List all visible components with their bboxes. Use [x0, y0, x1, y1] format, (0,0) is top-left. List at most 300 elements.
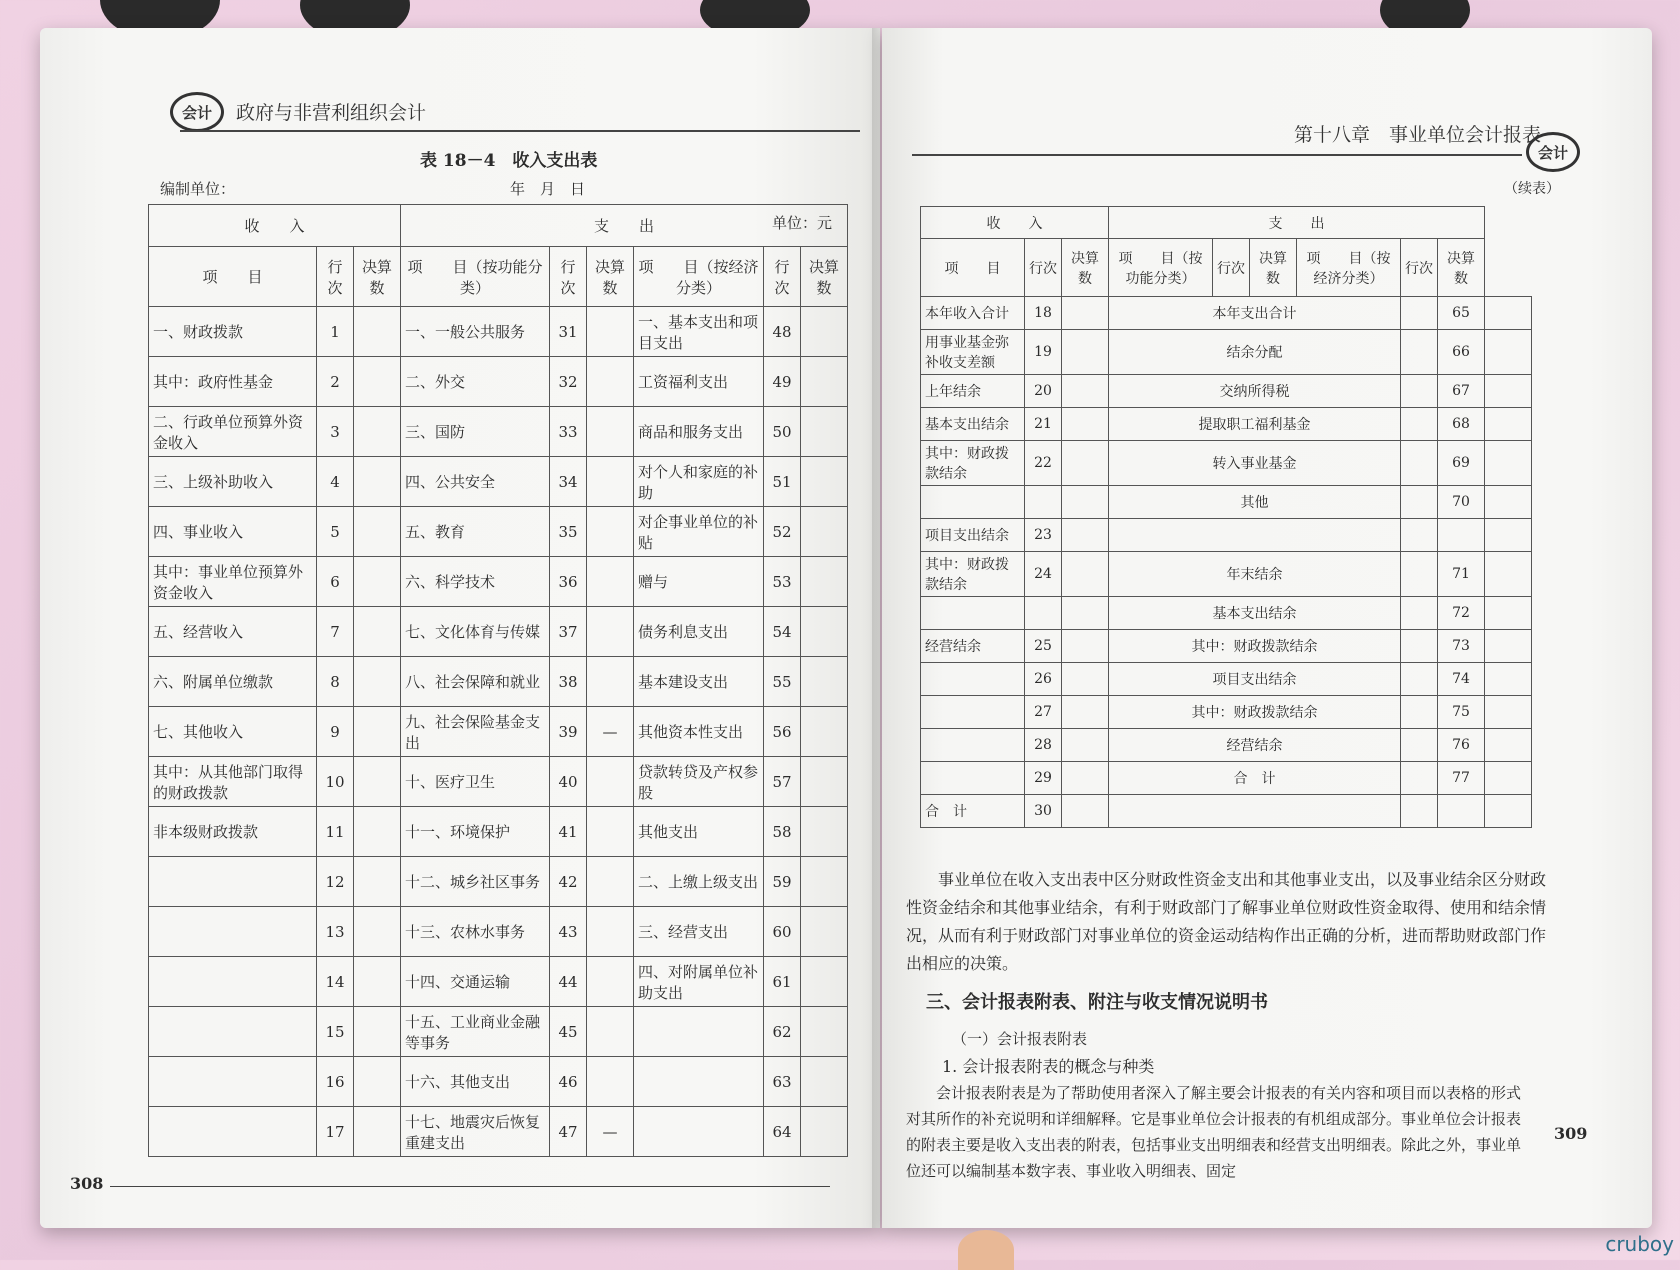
- economic-item: 二、上缴上级支出: [633, 857, 763, 907]
- income-final: [1062, 762, 1109, 795]
- income-expense-table: [148, 204, 848, 1157]
- economic-final: [801, 407, 848, 457]
- income-line: 22: [1025, 441, 1062, 486]
- income-line: 26: [1025, 663, 1062, 696]
- income-line: 17: [316, 1107, 353, 1157]
- col-line: 行次: [1025, 239, 1062, 297]
- expense-final: [1485, 663, 1532, 696]
- income-item: 基本支出结余: [921, 408, 1025, 441]
- income-expense-table-continued: [920, 206, 1532, 828]
- function-final: [586, 607, 633, 657]
- function-final: [586, 407, 633, 457]
- table-title: 表 18－4 收入支出表: [420, 151, 598, 171]
- economic-item: 基本建设支出: [633, 657, 763, 707]
- income-item: 其中：从其他部门取得的财政拨款: [149, 757, 317, 807]
- function-item: 三、国防: [400, 407, 549, 457]
- expense-final: [1485, 408, 1532, 441]
- function-line: 36: [549, 557, 586, 607]
- income-final: [1062, 552, 1109, 597]
- income-item: [921, 729, 1025, 762]
- income-final: [353, 457, 400, 507]
- income-item: 六、附属单位缴款: [149, 657, 317, 707]
- function-final: [586, 557, 633, 607]
- income-item: 一、财政拨款: [149, 307, 317, 357]
- expense-spacer: [1401, 552, 1438, 597]
- income-final: [353, 707, 400, 757]
- income-line: 20: [1025, 375, 1062, 408]
- income-line: 28: [1025, 729, 1062, 762]
- income-item: 非本级财政拨款: [149, 807, 317, 857]
- economic-item: 三、经营支出: [633, 907, 763, 957]
- table-row: [149, 807, 848, 857]
- expense-item: [1109, 519, 1401, 552]
- economic-final: [801, 457, 848, 507]
- table-row: [921, 330, 1532, 375]
- economic-item: 商品和服务支出: [633, 407, 763, 457]
- income-line: 8: [316, 657, 353, 707]
- expense-spacer: [1401, 795, 1438, 828]
- expense-final: [1485, 729, 1532, 762]
- economic-item: 其他支出: [633, 807, 763, 857]
- income-item: 用事业基金弥补收支差额: [921, 330, 1025, 375]
- economic-line: 64: [764, 1107, 801, 1157]
- body-paragraph: 事业单位在收入支出表中区分财政性资金支出和其他事业支出，以及事业结余区分财政性资金结余和其他事业结余，有利于财政部门了解事业单位财政性资金取得、使用和结余情况，从而有利于财政部门对事业单位的资金运动结构作出正确的分析，进而帮助财政部门作出相应的决策。: [906, 870, 1547, 973]
- economic-final: [801, 907, 848, 957]
- col-final: 决算数: [1250, 239, 1297, 297]
- col-item-econ: 项 目（按经济分类）: [1297, 239, 1401, 297]
- expense-spacer: [1401, 486, 1438, 519]
- function-line: 38: [549, 657, 586, 707]
- income-item: [149, 957, 317, 1007]
- income-final: [1062, 597, 1109, 630]
- income-final: [353, 557, 400, 607]
- economic-line: 63: [764, 1057, 801, 1107]
- economic-item: 四、对附属单位补助支出: [633, 957, 763, 1007]
- income-line: 24: [1025, 552, 1062, 597]
- economic-line: 55: [764, 657, 801, 707]
- date-label: 年 月 日: [510, 180, 586, 198]
- section-heading: 三、会计报表附表、附注与收支情况说明书: [926, 992, 1268, 1013]
- function-final: [586, 857, 633, 907]
- right-running-header: 第十八章 事业单位会计报表: [1294, 125, 1542, 146]
- table-row: [149, 507, 848, 557]
- function-line: 47: [549, 1107, 586, 1157]
- income-line: 18: [1025, 297, 1062, 330]
- income-item: 七、其他收入: [149, 707, 317, 757]
- income-item: [149, 1057, 317, 1107]
- expense-header: 支 出: [1109, 207, 1485, 239]
- col-final: 决算数: [801, 247, 848, 307]
- economic-line: 59: [764, 857, 801, 907]
- income-line: 15: [316, 1007, 353, 1057]
- economic-line: 56: [764, 707, 801, 757]
- function-item: 十二、城乡社区事务: [400, 857, 549, 907]
- expense-final: [1485, 762, 1532, 795]
- economic-final: [801, 1057, 848, 1107]
- expense-item: 提取职工福利基金: [1109, 408, 1401, 441]
- expense-item: 其中：财政拨款结余: [1109, 630, 1401, 663]
- income-item: [921, 486, 1025, 519]
- expense-line: 70: [1438, 486, 1485, 519]
- expense-item: 项目支出结余: [1109, 663, 1401, 696]
- expense-final: [1485, 297, 1532, 330]
- table-row: [921, 552, 1532, 597]
- income-final: [353, 957, 400, 1007]
- income-item: 其中：事业单位预算外资金收入: [149, 557, 317, 607]
- function-line: 31: [549, 307, 586, 357]
- expense-line: 69: [1438, 441, 1485, 486]
- economic-final: [801, 807, 848, 857]
- expense-item: 合 计: [1109, 762, 1401, 795]
- function-item: 十三、农林水事务: [400, 907, 549, 957]
- expense-item: 其中：财政拨款结余: [1109, 696, 1401, 729]
- economic-line: 49: [764, 357, 801, 407]
- income-line: 16: [316, 1057, 353, 1107]
- expense-line: 66: [1438, 330, 1485, 375]
- body-paragraph: 会计报表附表是为了帮助使用者深入了解主要会计报表的有关内容和项目而以表格的形式对其所作的补充说明和详细解释。它是事业单位会计报表的有机组成部分。事业单位会计报表的附表主要是收入支出表的附表，包括事业支出明细表和经营支出明细表。除此之外，事业单位还可以编制基本数字表、事业收入明细表、固定: [906, 1084, 1522, 1180]
- function-item: 十五、工业商业金融等事务: [400, 1007, 549, 1057]
- expense-spacer: [1401, 330, 1438, 375]
- function-final: [586, 657, 633, 707]
- function-item: 一、一般公共服务: [400, 307, 549, 357]
- table-row: [921, 795, 1532, 828]
- income-line: 23: [1025, 519, 1062, 552]
- table-row: [149, 707, 848, 757]
- income-line: 19: [1025, 330, 1062, 375]
- function-item: 十四、交通运输: [400, 957, 549, 1007]
- economic-item: 对个人和家庭的补助: [633, 457, 763, 507]
- income-header: 收 入: [921, 207, 1109, 239]
- expense-line: [1438, 519, 1485, 552]
- function-final: —: [586, 707, 633, 757]
- table-row: [921, 630, 1532, 663]
- expense-line: 68: [1438, 408, 1485, 441]
- income-line: 11: [316, 807, 353, 857]
- col-item: 项 目: [921, 239, 1025, 297]
- income-line: 4: [316, 457, 353, 507]
- economic-final: [801, 1107, 848, 1157]
- income-final: [1062, 729, 1109, 762]
- col-line: 行次: [1213, 239, 1250, 297]
- table-row: [149, 1007, 848, 1057]
- income-item: 经营结余: [921, 630, 1025, 663]
- function-item: 十六、其他支出: [400, 1057, 549, 1107]
- expense-item: 交纳所得税: [1109, 375, 1401, 408]
- subsection-heading: （一）会计报表附表: [952, 1030, 1088, 1048]
- economic-final: [801, 1007, 848, 1057]
- expense-line: 74: [1438, 663, 1485, 696]
- function-item: 十、医疗卫生: [400, 757, 549, 807]
- table-row: [921, 519, 1532, 552]
- function-item: 二、外交: [400, 357, 549, 407]
- function-line: 41: [549, 807, 586, 857]
- expense-item: [1109, 795, 1401, 828]
- expense-spacer: [1401, 375, 1438, 408]
- income-line: 30: [1025, 795, 1062, 828]
- expense-line: [1438, 795, 1485, 828]
- table-row: [921, 663, 1532, 696]
- income-final: [353, 307, 400, 357]
- economic-item: 债务利息支出: [633, 607, 763, 657]
- income-header: 收 入: [149, 205, 401, 247]
- economic-line: 54: [764, 607, 801, 657]
- col-line: 行次: [549, 247, 586, 307]
- expense-item: 本年支出合计: [1109, 297, 1401, 330]
- income-line: 27: [1025, 696, 1062, 729]
- income-item: [921, 597, 1025, 630]
- income-line: [1025, 486, 1062, 519]
- left-footer-rule: [110, 1186, 830, 1187]
- income-final: [353, 907, 400, 957]
- function-final: [586, 457, 633, 507]
- expense-item: 转入事业基金: [1109, 441, 1401, 486]
- expense-final: [1485, 795, 1532, 828]
- right-page: [882, 28, 1652, 1228]
- expense-line: 75: [1438, 696, 1485, 729]
- income-final: [353, 507, 400, 557]
- function-line: 40: [549, 757, 586, 807]
- function-item: 九、社会保险基金支出: [400, 707, 549, 757]
- expense-final: [1485, 441, 1532, 486]
- income-final: [353, 857, 400, 907]
- col-line: 行次: [764, 247, 801, 307]
- function-line: 39: [549, 707, 586, 757]
- expense-item: 年末结余: [1109, 552, 1401, 597]
- continued-label: （续表）: [1504, 181, 1560, 197]
- income-final: [1062, 630, 1109, 663]
- table-row: [149, 657, 848, 707]
- function-final: [586, 307, 633, 357]
- income-item: [149, 1007, 317, 1057]
- expense-final: [1485, 486, 1532, 519]
- expense-spacer: [1401, 519, 1438, 552]
- expense-line: 67: [1438, 375, 1485, 408]
- table-row: [149, 307, 848, 357]
- expense-spacer: [1401, 729, 1438, 762]
- economic-final: [801, 957, 848, 1007]
- expense-line: 73: [1438, 630, 1485, 663]
- function-final: [586, 907, 633, 957]
- economic-item: 其他资本性支出: [633, 707, 763, 757]
- income-item: 其中：财政拨款结余: [921, 441, 1025, 486]
- function-final: [586, 1057, 633, 1107]
- page-number-left: 308: [70, 1174, 104, 1193]
- col-final: 决算数: [586, 247, 633, 307]
- col-item-func: 项 目（按功能分类）: [1109, 239, 1213, 297]
- economic-item: 对企事业单位的补贴: [633, 507, 763, 557]
- expense-line: 71: [1438, 552, 1485, 597]
- table-row: [921, 297, 1532, 330]
- function-item: 八、社会保障和就业: [400, 657, 549, 707]
- expense-line: 77: [1438, 762, 1485, 795]
- table-row: [149, 757, 848, 807]
- expense-item: 经营结余: [1109, 729, 1401, 762]
- expense-spacer: [1401, 630, 1438, 663]
- economic-item: 一、基本支出和项目支出: [633, 307, 763, 357]
- income-line: 5: [316, 507, 353, 557]
- income-line: 9: [316, 707, 353, 757]
- expense-final: [1485, 375, 1532, 408]
- expense-spacer: [1401, 441, 1438, 486]
- function-line: 42: [549, 857, 586, 907]
- left-header-rule: [180, 130, 860, 132]
- income-line: 6: [316, 557, 353, 607]
- income-final: [353, 657, 400, 707]
- income-item: 其中：财政拨款结余: [921, 552, 1025, 597]
- col-item-func: 项 目（按功能分类）: [400, 247, 549, 307]
- expense-spacer: [1401, 696, 1438, 729]
- income-final: [1062, 486, 1109, 519]
- income-item: 四、事业收入: [149, 507, 317, 557]
- function-final: [586, 507, 633, 557]
- economic-line: 57: [764, 757, 801, 807]
- economic-final: [801, 507, 848, 557]
- function-line: 34: [549, 457, 586, 507]
- income-item: [921, 762, 1025, 795]
- table-row: [921, 375, 1532, 408]
- income-line: 2: [316, 357, 353, 407]
- function-line: 44: [549, 957, 586, 1007]
- expense-final: [1485, 696, 1532, 729]
- income-final: [353, 757, 400, 807]
- income-final: [1062, 408, 1109, 441]
- expense-final: [1485, 630, 1532, 663]
- table-row: [149, 557, 848, 607]
- economic-line: 52: [764, 507, 801, 557]
- income-item: 本年收入合计: [921, 297, 1025, 330]
- income-line: [1025, 597, 1062, 630]
- function-line: 37: [549, 607, 586, 657]
- function-item: 五、教育: [400, 507, 549, 557]
- table-row: [921, 729, 1532, 762]
- economic-final: [801, 607, 848, 657]
- income-final: [353, 407, 400, 457]
- economic-item: 工资福利支出: [633, 357, 763, 407]
- table-row: [149, 1107, 848, 1157]
- expense-spacer: [1401, 762, 1438, 795]
- expense-final: [1485, 597, 1532, 630]
- economic-final: [801, 307, 848, 357]
- income-final: [353, 1007, 400, 1057]
- page-number-right: 309: [1554, 1124, 1588, 1143]
- left-running-header: 政府与非营利组织会计: [236, 103, 427, 124]
- income-final: [1062, 519, 1109, 552]
- function-final: [586, 957, 633, 1007]
- col-line: 行次: [316, 247, 353, 307]
- economic-item: [633, 1007, 763, 1057]
- function-line: 35: [549, 507, 586, 557]
- function-final: [586, 807, 633, 857]
- col-item: 项 目: [149, 247, 317, 307]
- table-row: [921, 486, 1532, 519]
- income-item: 其中：政府性基金: [149, 357, 317, 407]
- income-final: [353, 357, 400, 407]
- expense-spacer: [1401, 408, 1438, 441]
- economic-line: 61: [764, 957, 801, 1007]
- function-final: [586, 757, 633, 807]
- economic-line: 48: [764, 307, 801, 357]
- item-heading: 1. 会计报表附表的概念与种类: [942, 1057, 1155, 1076]
- expense-spacer: [1401, 297, 1438, 330]
- table-row: [149, 407, 848, 457]
- table-row: [149, 357, 848, 407]
- function-final: [586, 357, 633, 407]
- income-item: [149, 907, 317, 957]
- economic-line: 51: [764, 457, 801, 507]
- function-final: [586, 1007, 633, 1057]
- function-item: 十一、环境保护: [400, 807, 549, 857]
- income-final: [353, 807, 400, 857]
- table-row: [921, 597, 1532, 630]
- economic-line: 62: [764, 1007, 801, 1057]
- finger: [958, 1230, 1014, 1270]
- income-line: 29: [1025, 762, 1062, 795]
- income-final: [353, 607, 400, 657]
- income-final: [353, 1107, 400, 1157]
- table-row: [149, 457, 848, 507]
- table-row: [149, 907, 848, 957]
- function-line: 43: [549, 907, 586, 957]
- income-item: [149, 1107, 317, 1157]
- expense-spacer: [1401, 663, 1438, 696]
- table-row: [921, 441, 1532, 486]
- table-row: [921, 762, 1532, 795]
- income-final: [1062, 441, 1109, 486]
- table-row: [921, 696, 1532, 729]
- income-final: [1062, 696, 1109, 729]
- expense-line: 76: [1438, 729, 1485, 762]
- watermark: cruboy: [1605, 1232, 1674, 1256]
- compiler-label: 编制单位：: [160, 180, 236, 198]
- expense-spacer: [1401, 597, 1438, 630]
- table-row: [921, 408, 1532, 441]
- expense-item: 结余分配: [1109, 330, 1401, 375]
- function-line: 33: [549, 407, 586, 457]
- income-line: 21: [1025, 408, 1062, 441]
- economic-item: 赠与: [633, 557, 763, 607]
- economic-line: 60: [764, 907, 801, 957]
- income-line: 10: [316, 757, 353, 807]
- income-item: [149, 857, 317, 907]
- income-line: 14: [316, 957, 353, 1007]
- income-item: 项目支出结余: [921, 519, 1025, 552]
- col-final: 决算数: [1062, 239, 1109, 297]
- income-final: [1062, 795, 1109, 828]
- col-final: 决算数: [353, 247, 400, 307]
- function-item: 七、文化体育与传媒: [400, 607, 549, 657]
- economic-final: [801, 657, 848, 707]
- right-header-rule: [912, 154, 1522, 156]
- col-final: 决算数: [1438, 239, 1485, 297]
- economic-final: [801, 357, 848, 407]
- expense-final: [1485, 519, 1532, 552]
- table-row: [149, 857, 848, 907]
- income-line: 7: [316, 607, 353, 657]
- income-item: [921, 663, 1025, 696]
- function-item: 四、公共安全: [400, 457, 549, 507]
- function-line: 46: [549, 1057, 586, 1107]
- income-item: [921, 696, 1025, 729]
- income-line: 1: [316, 307, 353, 357]
- expense-line: 72: [1438, 597, 1485, 630]
- expense-item: 其他: [1109, 486, 1401, 519]
- economic-item: 贷款转贷及产权参股: [633, 757, 763, 807]
- function-final: —: [586, 1107, 633, 1157]
- table-row: [149, 957, 848, 1007]
- function-item: 六、科学技术: [400, 557, 549, 607]
- table-row: [149, 607, 848, 657]
- economic-line: 53: [764, 557, 801, 607]
